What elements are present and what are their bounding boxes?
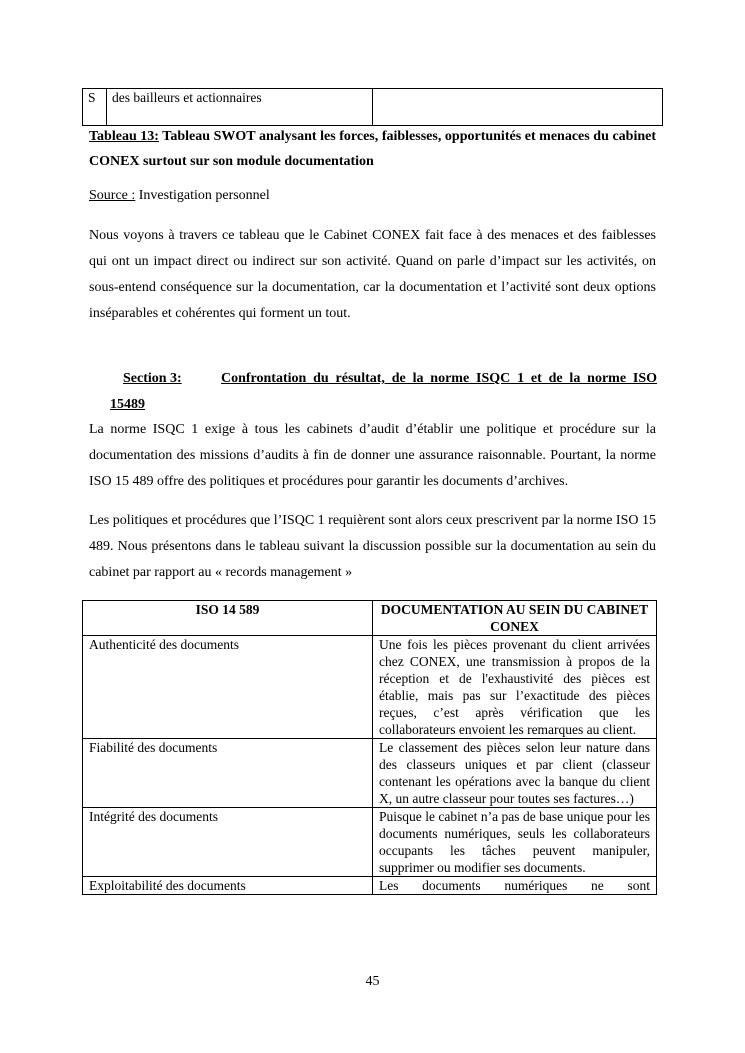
discussion-cell: Les documents numériques ne sont — [373, 877, 657, 895]
table-row — [83, 636, 657, 739]
table-header: DOCUMENTATION AU SEIN DU CABINET CONEX — [373, 601, 657, 636]
table-cell: des bailleurs et actionnaires — [107, 89, 373, 126]
discussion-cell: Puisque le cabinet n’a pas de base unique pour les documents numériques, seuls les collaborateurs occupants les tâches peuvent manipuler, supprimer ou modifier ses documents. — [373, 808, 657, 877]
table-cell: S — [83, 89, 107, 126]
source-text: Investigation personnel — [135, 188, 270, 203]
discussion-cell: Le classement des pièces selon leur nature dans des classeurs uniques et par client (classeur contenant les opérations avec la banque du client X, un autre classeur pour toutes ses factures…) — [373, 739, 657, 808]
criterion-cell: Authenticité des documents — [83, 636, 373, 739]
table-row — [83, 739, 657, 808]
table-row — [83, 89, 663, 126]
swot-table-fragment — [82, 88, 663, 126]
criterion-cell: Intégrité des documents — [83, 808, 373, 877]
table-header-row — [83, 601, 657, 636]
source-label: Source : — [89, 188, 136, 203]
table-cell — [373, 89, 663, 126]
table-row — [83, 808, 657, 877]
caption-label: Tableau 13: — [89, 129, 159, 144]
section-title: Confrontation du résultat, de la norme ISQC 1 et de la norme ISO — [221, 371, 657, 386]
section-title-continuation: 15489 — [110, 397, 145, 412]
caption-text: Tableau SWOT analysant les forces, faiblesses, opportunités et menaces du cabinet CONEX surtout sur son module documentation — [89, 129, 657, 169]
iso-comparison-table — [82, 600, 657, 895]
paragraph: Les politiques et procédures que l’ISQC 1 requièrent sont alors ceux prescrivent par la norme ISO 15 489. Nous présentons dans le tableau suivant la discussion possible sur la documentation au sein du cabinet par rapport au « records management » — [89, 513, 656, 580]
table-row — [83, 877, 657, 895]
discussion-cell: Une fois les pièces provenant du client arrivées chez CONEX, une transmission à propos de la réception et de l'exhaustivité des pièces est établie, mais pas sur l’exactitude des pièces reçues, c’est après vérification que les collaborateurs envoient les remarques au client. — [373, 636, 657, 739]
paragraph: Nous voyons à travers ce tableau que le Cabinet CONEX fait face à des menaces et des faiblesses qui ont un impact direct ou indirect sur son activité. Quand on parle d’impact sur les activités, on sous-entend conséquence sur la documentation, car la documentation et l’activité sont deux options inséparables et cohérentes qui forment un tout. — [89, 228, 656, 321]
table-caption — [89, 124, 656, 174]
paragraph: La norme ISQC 1 exige à tous les cabinets d’audit d’établir une politique et procédure sur la documentation des missions d’audits à fin de donner une assurance raisonnable. Pourtant, la norme ISO 15 489 offre des politiques et procédures pour garantir les documents d’archives. — [89, 422, 656, 489]
criterion-cell: Exploitabilité des documents — [83, 877, 373, 895]
table-header: ISO 14 589 — [83, 601, 373, 636]
page-number: 45 — [365, 974, 380, 989]
source-line — [89, 188, 270, 204]
section-label: Section 3: — [123, 371, 182, 386]
criterion-cell: Fiabilité des documents — [83, 739, 373, 808]
